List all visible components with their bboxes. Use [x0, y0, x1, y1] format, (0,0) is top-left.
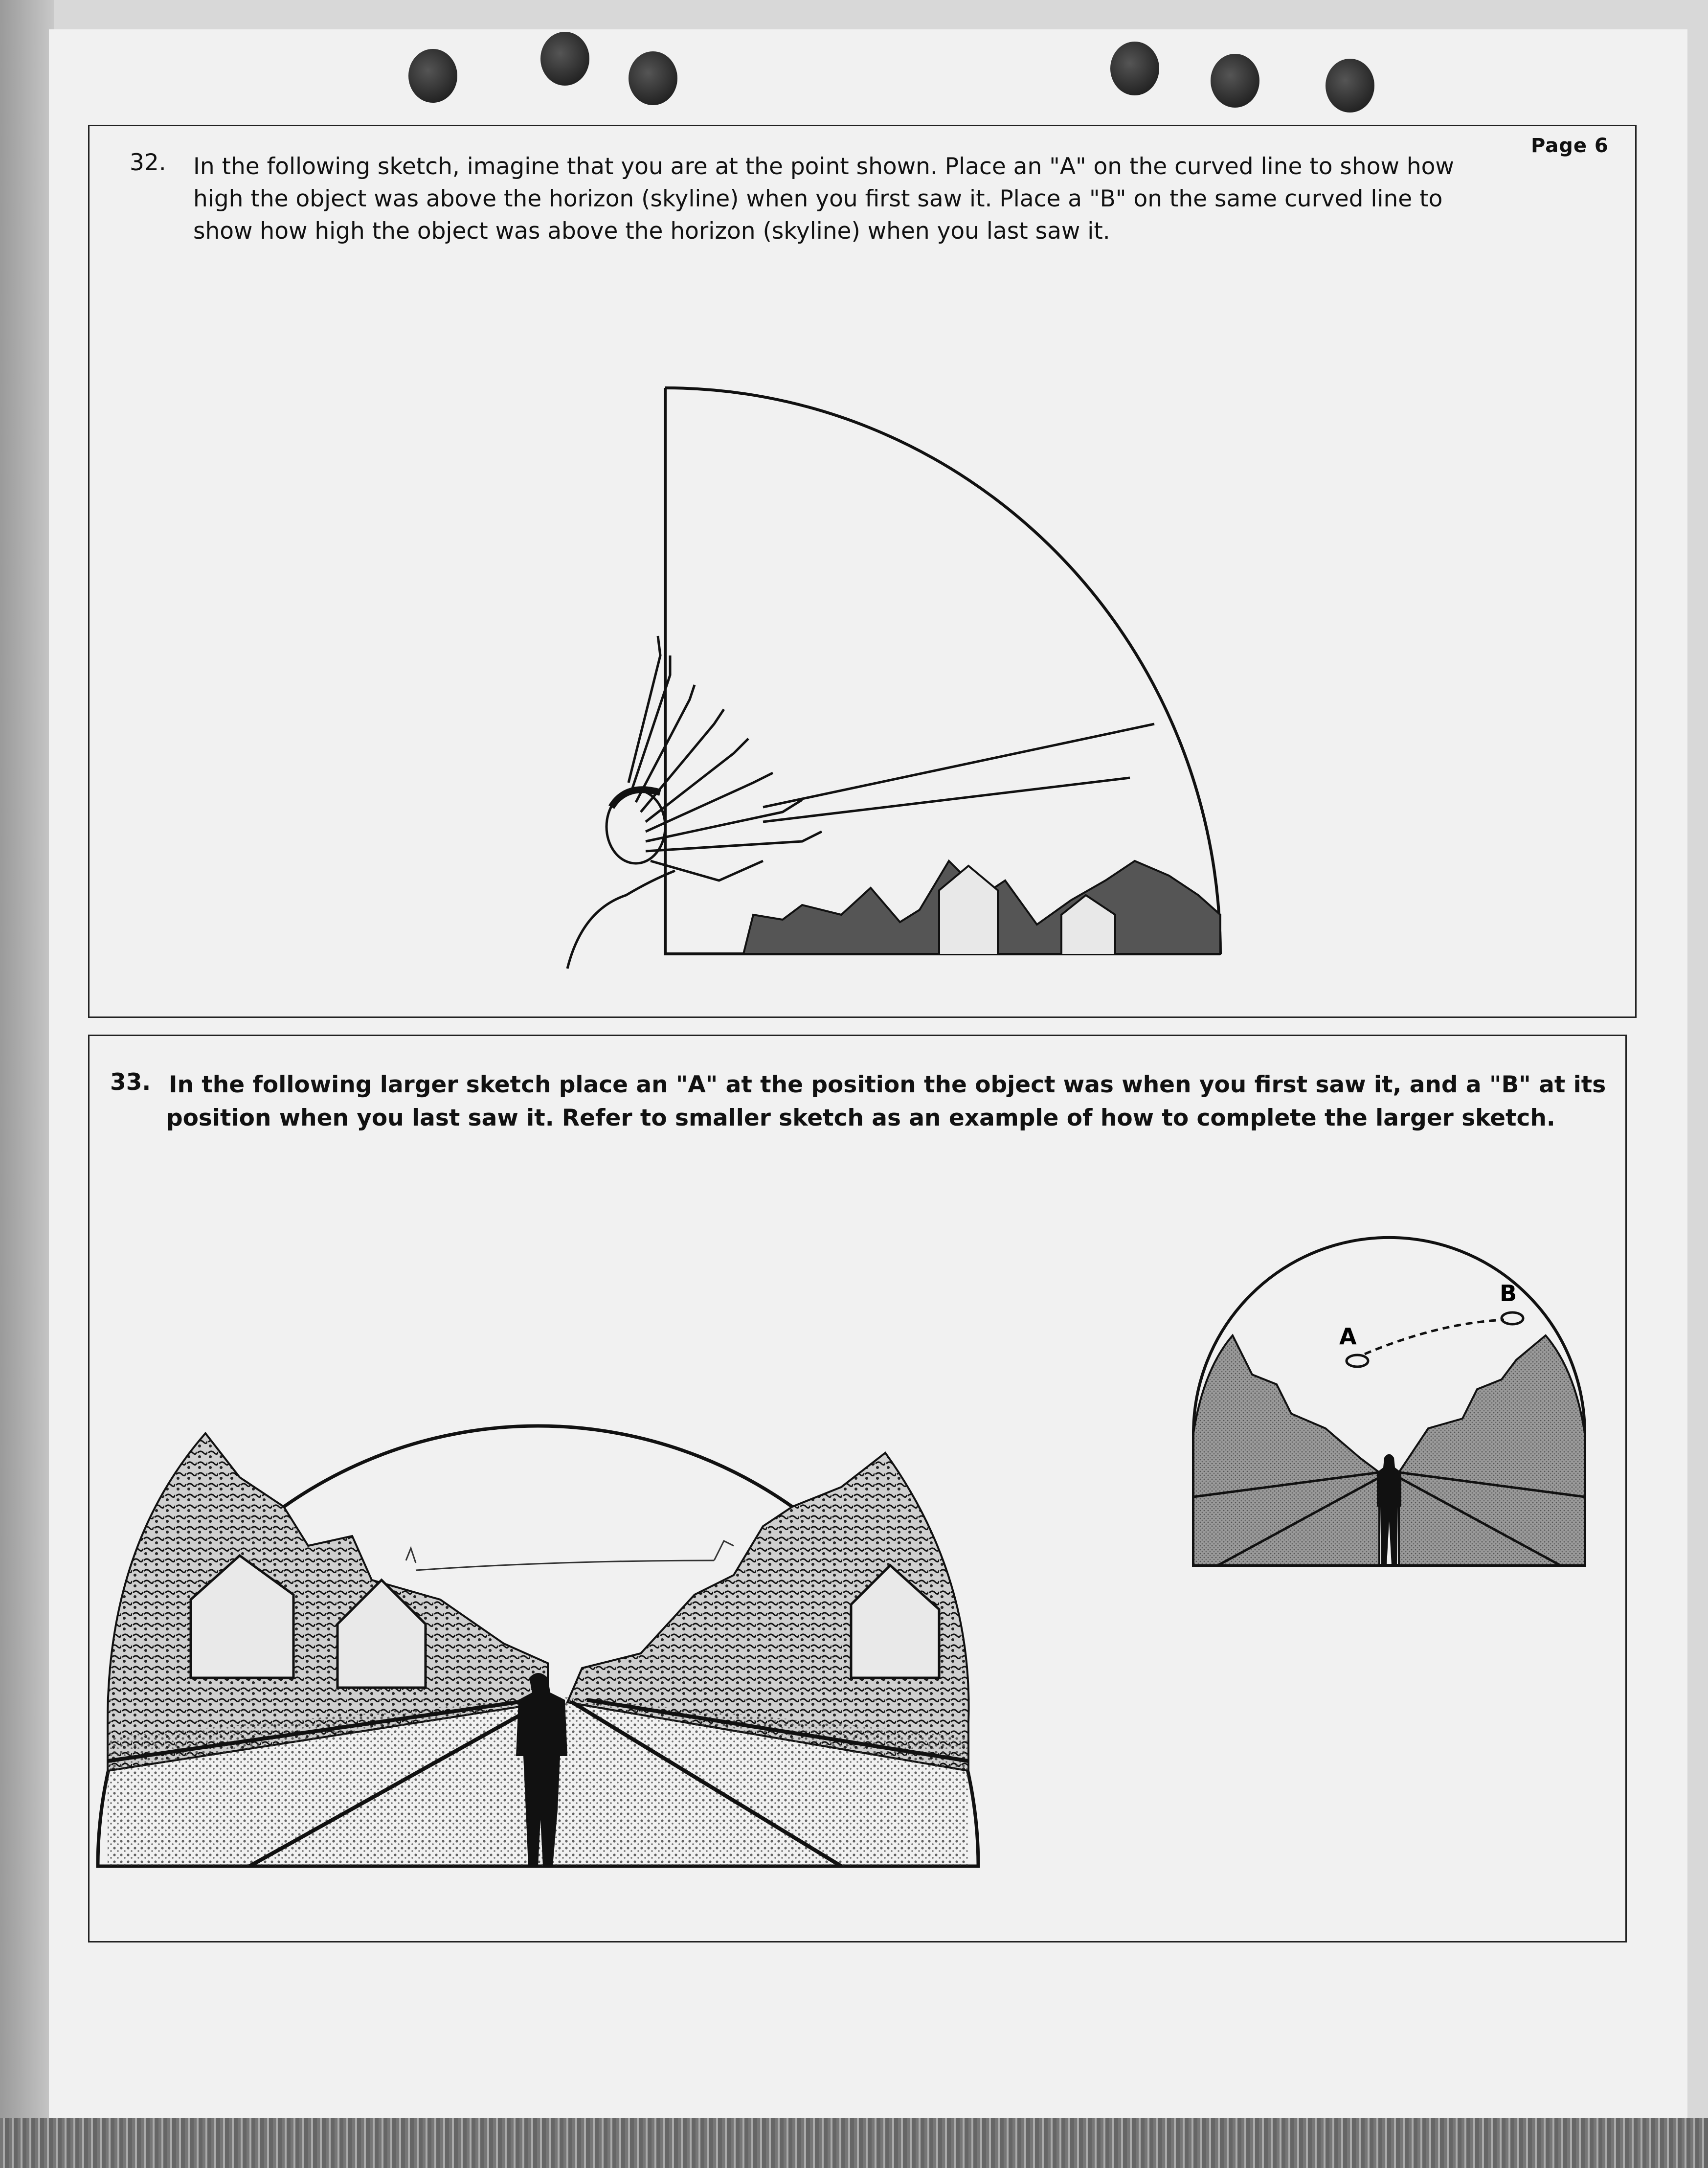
scan-shadow-bottom	[0, 2118, 1708, 2168]
question-32-number: 32.	[130, 149, 166, 176]
skyline-houses	[743, 861, 1220, 954]
elevation-quadrant-sketch[interactable]	[528, 352, 1237, 998]
question-32-line-2: high the object was above the horizon (skyline) when you first saw it. Place a "B" on the same curved line to	[193, 185, 1443, 212]
page-number: Page 6	[1531, 135, 1609, 157]
example-label-b: B	[1500, 1280, 1517, 1307]
question-33-line-2: position when you last saw it. Refer to smaller sketch as an example of how to complete the larger sketch.	[166, 1105, 1555, 1131]
question-33-number: 33.	[110, 1069, 151, 1096]
punch-hole	[408, 49, 457, 103]
large-street-sketch[interactable]	[78, 1223, 998, 1883]
scan-shadow-left	[0, 0, 54, 2168]
punch-hole	[540, 32, 589, 86]
question-32-line-3: show how high the object was above the horizon (skyline) when you last saw it.	[193, 218, 1110, 245]
punch-hole	[1110, 42, 1159, 95]
punch-hole	[1326, 59, 1374, 113]
punch-hole	[1211, 54, 1259, 108]
questionnaire-page	[49, 29, 1687, 2128]
example-street-sketch	[1164, 1228, 1619, 1580]
punch-hole	[629, 51, 677, 105]
example-label-a: A	[1339, 1323, 1357, 1350]
question-33-line-1: In the following larger sketch place an "A" at the position the object was when you first saw it, and a "B" at its	[169, 1071, 1606, 1098]
question-32-line-1: In the following sketch, imagine that you are at the point shown. Place an "A" on the curved line to show how	[193, 153, 1454, 180]
